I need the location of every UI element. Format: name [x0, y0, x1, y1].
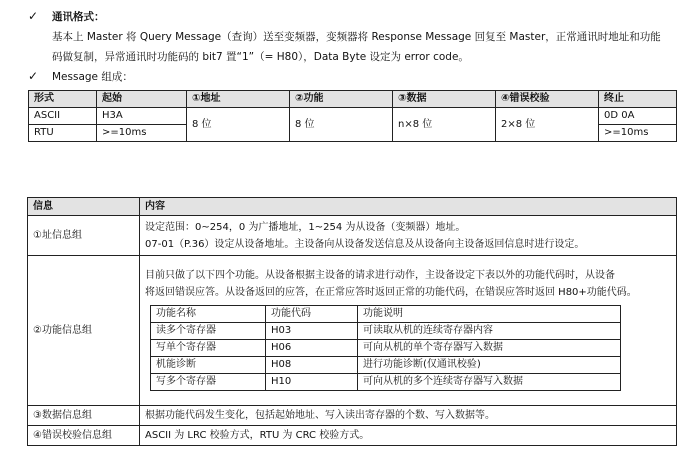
address-line-2: 07-01（P.36）设定从设备地址。主设备向从设备发送信息及从设备向主设备返回信息时进行设定。 — [145, 238, 585, 250]
function-code: H10 — [266, 373, 358, 390]
rtu-end: >=10ms — [599, 125, 677, 142]
address-group-content — [140, 216, 677, 256]
rtu-form: RTU — [29, 125, 97, 142]
function-code-table — [150, 305, 621, 391]
error-check-group-content: ASCII 为 LRC 校验方式，RTU 为 CRC 校验方式。 — [140, 426, 677, 446]
function-code: H08 — [266, 356, 358, 373]
function-desc: 可向从机的单个寄存器写入数据 — [358, 339, 621, 356]
header-end: 终止 — [599, 91, 677, 108]
header-form: 形式 — [29, 91, 97, 108]
function-code-row — [151, 339, 621, 356]
function-group-label: ②功能信息组 — [28, 256, 140, 406]
message-format-table — [28, 90, 677, 142]
info-row-address — [28, 216, 677, 256]
address-line-1: 设定范围：0~254，0 为广播地址，1~254 为从设备（变频器）地址。 — [145, 221, 466, 233]
info-table-header-row — [28, 198, 677, 216]
function-name: 写单个寄存器 — [151, 339, 266, 356]
header-function: ②功能 — [290, 91, 393, 108]
function-code: H06 — [266, 339, 358, 356]
function-line-2: 将返回错误应答。从设备返回的应答，在正常应答时返回正常的功能代码，在错误应答时返回 H80+功能代码。 — [145, 286, 637, 298]
function-name: 读多个寄存器 — [151, 322, 266, 339]
header-function-desc: 功能说明 — [358, 305, 621, 322]
function-desc: 可读取从机的连续寄存器内容 — [358, 322, 621, 339]
data-group-content: 根据功能代码发生变化，包括起始地址、写入读出寄存器的个数、写入数据等。 — [140, 406, 677, 426]
intro-paragraph-line-1: 基本上 Master 将 Query Message（查询）送至变频器，变频器将 Response Message 回复至 Master，正常通讯时地址和功能 — [52, 31, 661, 43]
function-code-row — [151, 356, 621, 373]
data-bits: n×8 位 — [393, 108, 496, 142]
error-check-bits: 2×8 位 — [496, 108, 599, 142]
address-bits: 8 位 — [187, 108, 290, 142]
info-row-data — [28, 406, 677, 426]
header-info: 信息 — [28, 198, 140, 216]
rtu-start: >=10ms — [97, 125, 187, 142]
header-function-code: 功能代码 — [266, 305, 358, 322]
info-row-function — [28, 256, 677, 406]
communication-format-heading: 通讯格式： — [52, 11, 105, 23]
function-bits: 8 位 — [290, 108, 393, 142]
function-name: 写多个寄存器 — [151, 373, 266, 390]
header-address: ①地址 — [187, 91, 290, 108]
function-code-row — [151, 322, 621, 339]
function-code-row — [151, 373, 621, 390]
function-line-1: 目前只做了以下四个功能。从设备根据主设备的请求进行动作，主设备设定下表以外的功能代码时，从设备 — [145, 269, 615, 281]
ascii-start: H3A — [97, 108, 187, 125]
header-start: 起始 — [97, 91, 187, 108]
address-group-label: ①址信息组 — [28, 216, 140, 256]
message-composition-heading: Message 组成： — [52, 71, 133, 83]
ascii-end: 0D 0A — [599, 108, 677, 125]
header-data: ③数据 — [393, 91, 496, 108]
data-group-label: ③数据信息组 — [28, 406, 140, 426]
header-function-name: 功能名称 — [151, 305, 266, 322]
function-code-header-row — [151, 305, 621, 322]
checkmark-icon: ✓ — [28, 9, 39, 23]
format-table-header-row — [29, 91, 677, 108]
function-name: 机能诊断 — [151, 356, 266, 373]
info-table — [27, 197, 677, 446]
info-row-error-check — [28, 426, 677, 446]
function-group-content — [140, 256, 677, 406]
header-content: 内容 — [140, 198, 677, 216]
ascii-form: ASCII — [29, 108, 97, 125]
function-desc: 进行功能诊断(仅通讯校验) — [358, 356, 621, 373]
checkmark-icon: ✓ — [28, 69, 39, 83]
error-check-group-label: ④错误校验信息组 — [28, 426, 140, 446]
format-row-ascii — [29, 108, 677, 125]
function-desc: 可向从机的多个连续寄存器写入数据 — [358, 373, 621, 390]
header-error-check: ④错误校验 — [496, 91, 599, 108]
intro-paragraph-line-2: 码做复制，异常通讯时功能码的 bit7 置“1”（= H80），Data Byte 设定为 error code。 — [52, 51, 469, 63]
function-code: H03 — [266, 322, 358, 339]
